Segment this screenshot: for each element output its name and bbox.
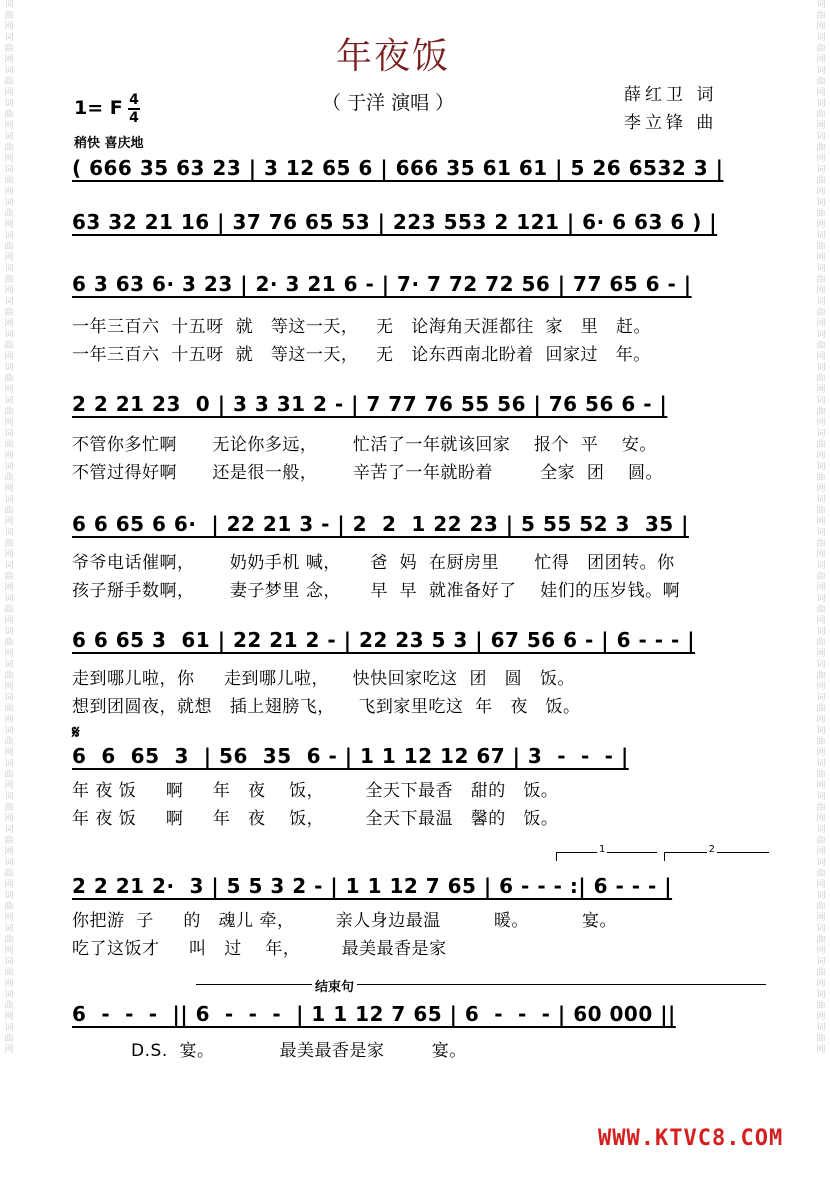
- tempo-marking: 稍快 喜庆地: [74, 136, 144, 151]
- watermark-glyph: 网: [4, 484, 14, 494]
- lyric-row-5-verse-2: 孩子掰手数啊， 妻子梦里 念， 早 早 就准备好了 娃们的压岁钱。啊: [72, 581, 681, 601]
- performer-credit: （ 于洋 演唱 ）: [322, 92, 455, 114]
- watermark-glyph: 曲: [816, 308, 826, 318]
- watermark-glyph: 网: [816, 682, 826, 692]
- watermark-glyph: 网: [4, 781, 14, 791]
- watermark-glyph: 曲: [816, 44, 826, 54]
- watermark-glyph: 曲: [4, 737, 14, 747]
- watermark-glyph: 网: [816, 748, 826, 758]
- watermark-glyph: 词: [816, 231, 826, 241]
- watermark-glyph: 曲: [816, 506, 826, 516]
- notation-row-8: 2 2 21 2· 3 | 5 5 3 2 - | 1 1 12 7 65 | 6 - - - :| 6 - - - |: [72, 874, 673, 898]
- watermark-glyph: 词: [4, 297, 14, 307]
- watermark-glyph: 曲: [816, 869, 826, 879]
- watermark-glyph: 曲: [4, 902, 14, 912]
- watermark-glyph: 词: [4, 165, 14, 175]
- watermark-glyph: 曲: [4, 11, 14, 21]
- watermark-glyph: 词: [4, 198, 14, 208]
- watermark-glyph: 曲: [4, 671, 14, 681]
- watermark-glyph: 曲: [4, 242, 14, 252]
- watermark-glyph: 曲: [816, 275, 826, 285]
- watermark-glyph: 网: [816, 55, 826, 65]
- watermark-glyph: 词: [4, 264, 14, 274]
- lyric-row-8-verse-2: 吃了这饭才 叫 过 年， 最美最香是家: [72, 939, 447, 959]
- watermark-glyph: 曲: [4, 209, 14, 219]
- watermark-glyph: 曲: [816, 143, 826, 153]
- watermark-glyph: 网: [816, 946, 826, 956]
- watermark-glyph: 曲: [4, 968, 14, 978]
- watermark-glyph: 词: [4, 627, 14, 637]
- watermark-glyph: 词: [4, 33, 14, 43]
- watermark-glyph: 词: [4, 759, 14, 769]
- watermark-glyph: 曲: [4, 275, 14, 285]
- notation-row-1: ( 666 35 63 23 | 3 12 65 6 | 666 35 61 61 | 5 26 6532 3 |: [72, 156, 724, 180]
- watermark-glyph: 网: [816, 550, 826, 560]
- watermark-glyph: 曲: [816, 209, 826, 219]
- watermark-glyph: 曲: [4, 935, 14, 945]
- watermark-glyph: 网: [816, 22, 826, 32]
- watermark-glyph: 曲: [4, 77, 14, 87]
- lyric-row-3-verse-1: 一年三百六 十五呀 就 等这一天， 无 论海角天涯都往 家 里 赶。: [72, 317, 651, 337]
- watermark-glyph: 网: [816, 913, 826, 923]
- lyric-row-7-verse-2: 年 夜 饭 啊 年 夜 饭， 全天下最温 馨的 饭。: [72, 809, 559, 829]
- watermark-glyph: 词: [816, 99, 826, 109]
- watermark-glyph: 曲: [4, 836, 14, 846]
- watermark-left: [2, 0, 16, 1177]
- watermark-glyph: 曲: [4, 638, 14, 648]
- watermark-glyph: 网: [816, 880, 826, 890]
- watermark-glyph: 网: [816, 1045, 826, 1055]
- first-ending-number: 1: [599, 844, 606, 855]
- watermark-glyph: 网: [4, 121, 14, 131]
- composer-credit: 李立锋 曲: [624, 113, 718, 133]
- watermark-glyph: 词: [4, 924, 14, 934]
- watermark-glyph: 曲: [816, 473, 826, 483]
- watermark-glyph: 曲: [816, 77, 826, 87]
- watermark-glyph: 网: [816, 220, 826, 230]
- watermark-glyph: 网: [4, 253, 14, 263]
- watermark-glyph: 网: [816, 88, 826, 98]
- watermark-glyph: 词: [816, 462, 826, 472]
- watermark-glyph: 词: [816, 693, 826, 703]
- watermark-glyph: 网: [816, 1012, 826, 1022]
- watermark-glyph: 曲: [4, 704, 14, 714]
- first-ending-bracket: [556, 844, 657, 861]
- watermark-glyph: 网: [4, 88, 14, 98]
- lyric-row-5-verse-1: 爷爷电话催啊， 奶奶手机 喊， 爸 妈 在厨房里 忙得 团团转。你: [72, 553, 675, 573]
- time-sig-bottom: 4: [129, 109, 139, 126]
- watermark-glyph: 词: [4, 660, 14, 670]
- watermark-glyph: 曲: [4, 374, 14, 384]
- watermark-glyph: 曲: [816, 737, 826, 747]
- watermark-glyph: 曲: [816, 638, 826, 648]
- watermark-glyph: 网: [816, 418, 826, 428]
- watermark-glyph: 网: [4, 649, 14, 659]
- watermark-glyph: 词: [816, 891, 826, 901]
- watermark-glyph: 网: [4, 319, 14, 329]
- watermark-glyph: 词: [4, 231, 14, 241]
- watermark-glyph: 网: [4, 517, 14, 527]
- segno-sign: 𝄋: [72, 722, 80, 743]
- key-signature: 1= F: [74, 97, 123, 119]
- second-ending-bracket: [664, 844, 769, 861]
- watermark-glyph: 网: [4, 814, 14, 824]
- watermark-glyph: 曲: [816, 770, 826, 780]
- watermark-glyph: 网: [816, 715, 826, 725]
- watermark-glyph: 曲: [4, 605, 14, 615]
- watermark-glyph: 网: [816, 781, 826, 791]
- watermark-glyph: 曲: [4, 176, 14, 186]
- notation-row-7: 6 6 65 3 | 56 35 6 - | 1 1 12 12 67 | 3 - - - |: [72, 744, 629, 768]
- watermark-glyph: 曲: [816, 374, 826, 384]
- watermark-glyph: 网: [4, 583, 14, 593]
- watermark-glyph: 曲: [4, 110, 14, 120]
- watermark-glyph: 词: [816, 1023, 826, 1033]
- watermark-glyph: 词: [816, 990, 826, 1000]
- watermark-glyph: 网: [816, 154, 826, 164]
- watermark-glyph: 曲: [4, 539, 14, 549]
- watermark-glyph: 网: [816, 517, 826, 527]
- watermark-glyph: 网: [816, 286, 826, 296]
- watermark-glyph: 词: [816, 792, 826, 802]
- watermark-glyph: 词: [816, 297, 826, 307]
- watermark-glyph: 词: [816, 495, 826, 505]
- watermark-glyph: 网: [4, 418, 14, 428]
- watermark-glyph: 曲: [816, 572, 826, 582]
- watermark-glyph: 词: [4, 495, 14, 505]
- lyric-row-7-verse-1: 年 夜 饭 啊 年 夜 饭， 全天下最香 甜的 饭。: [72, 781, 559, 801]
- watermark-glyph: 曲: [816, 836, 826, 846]
- watermark-glyph: 词: [4, 330, 14, 340]
- watermark-glyph: 词: [4, 990, 14, 1000]
- watermark-glyph: 网: [4, 682, 14, 692]
- watermark-glyph: 网: [816, 451, 826, 461]
- watermark-glyph: 曲: [4, 770, 14, 780]
- watermark-glyph: 网: [4, 550, 14, 560]
- watermark-glyph: 网: [816, 253, 826, 263]
- watermark-glyph: 曲: [4, 44, 14, 54]
- watermark-glyph: 词: [4, 0, 14, 10]
- watermark-glyph: 网: [816, 979, 826, 989]
- watermark-glyph: 曲: [4, 1034, 14, 1044]
- watermark-glyph: 词: [816, 66, 826, 76]
- watermark-glyph: 词: [816, 264, 826, 274]
- watermark-glyph: 词: [816, 0, 826, 10]
- watermark-glyph: 词: [816, 429, 826, 439]
- watermark-glyph: 网: [816, 385, 826, 395]
- notation-row-2: 63 32 21 16 | 37 76 65 53 | 223 553 2 121 | 6· 6 63 6 ) |: [72, 210, 718, 234]
- watermark-glyph: 网: [4, 154, 14, 164]
- time-signature: [128, 93, 140, 125]
- watermark-glyph: 曲: [816, 1034, 826, 1044]
- watermark-glyph: 网: [816, 121, 826, 131]
- watermark-glyph: 曲: [816, 440, 826, 450]
- watermark-glyph: 词: [4, 528, 14, 538]
- watermark-glyph: 网: [816, 847, 826, 857]
- watermark-glyph: 曲: [816, 968, 826, 978]
- watermark-glyph: 曲: [816, 176, 826, 186]
- watermark-glyph: 网: [4, 616, 14, 626]
- watermark-glyph: 网: [4, 22, 14, 32]
- watermark-glyph: 词: [816, 627, 826, 637]
- watermark-glyph: 曲: [816, 605, 826, 615]
- lyricist-credit: 薛红卫 词: [624, 85, 718, 105]
- watermark-glyph: 曲: [4, 869, 14, 879]
- lyric-row-3-verse-2: 一年三百六 十五呀 就 等这一天， 无 论东西南北盼着 回家过 年。: [72, 345, 651, 365]
- watermark-glyph: 网: [816, 352, 826, 362]
- watermark-glyph: 词: [4, 858, 14, 868]
- watermark-glyph: 曲: [816, 407, 826, 417]
- notation-row-6: 6 6 65 3 61 | 22 21 2 - | 22 23 5 3 | 67 56 6 - | 6 - - - |: [72, 628, 696, 652]
- notation-row-5: 6 6 65 6 6· | 22 21 3 - | 2 2 1 22 23 | 5 55 52 3 35 |: [72, 512, 689, 536]
- watermark-glyph: 词: [4, 396, 14, 406]
- lyric-row-9: D.S. 宴。 最美最香是家 宴。: [72, 1041, 467, 1061]
- watermark-glyph: 网: [4, 880, 14, 890]
- watermark-glyph: 曲: [4, 1001, 14, 1011]
- watermark-glyph: 网: [4, 979, 14, 989]
- watermark-glyph: 网: [816, 484, 826, 494]
- watermark-glyph: 词: [4, 594, 14, 604]
- watermark-glyph: 词: [4, 99, 14, 109]
- watermark-glyph: 词: [4, 462, 14, 472]
- watermark-glyph: 词: [816, 561, 826, 571]
- watermark-glyph: 网: [4, 715, 14, 725]
- lyric-row-6-verse-1: 走到哪儿啦，你 走到哪儿啦， 快快回家吃这 团 圆 饭。: [72, 669, 575, 689]
- watermark-glyph: 曲: [816, 242, 826, 252]
- watermark-glyph: 网: [4, 187, 14, 197]
- watermark-glyph: 词: [816, 132, 826, 142]
- watermark-glyph: 网: [4, 1045, 14, 1055]
- watermark-glyph: 词: [4, 66, 14, 76]
- watermark-glyph: 曲: [816, 1001, 826, 1011]
- lyric-row-4-verse-1: 不管你多忙啊 无论你多远， 忙活了一年就该回家 报个 平 安。: [72, 435, 657, 455]
- watermark-glyph: 网: [4, 913, 14, 923]
- watermark-glyph: 网: [4, 220, 14, 230]
- notation-row-4: 2 2 21 23 0 | 3 3 31 2 - | 7 77 76 55 56 | 76 56 6 - |: [72, 392, 668, 416]
- watermark-glyph: 曲: [816, 704, 826, 714]
- watermark-glyph: 网: [4, 286, 14, 296]
- watermark-right: [814, 0, 828, 1177]
- watermark-glyph: 词: [816, 825, 826, 835]
- watermark-glyph: 词: [816, 726, 826, 736]
- watermark-glyph: 网: [816, 814, 826, 824]
- watermark-glyph: 词: [816, 363, 826, 373]
- lyric-row-4-verse-2: 不管过得好啊 还是很一般， 辛苦了一年就盼着 全家 团 圆。: [72, 463, 663, 483]
- watermark-glyph: 网: [4, 946, 14, 956]
- watermark-glyph: 词: [816, 396, 826, 406]
- watermark-glyph: 词: [4, 825, 14, 835]
- watermark-glyph: 词: [816, 330, 826, 340]
- watermark-glyph: 曲: [4, 506, 14, 516]
- watermark-glyph: 网: [4, 748, 14, 758]
- lyric-row-6-verse-2: 想到团圆夜，就想 插上翅膀飞， 飞到家里吃这 年 夜 饭。: [72, 697, 581, 717]
- watermark-glyph: 曲: [816, 11, 826, 21]
- watermark-glyph: 网: [4, 55, 14, 65]
- watermark-glyph: 曲: [816, 902, 826, 912]
- watermark-glyph: 曲: [4, 341, 14, 351]
- watermark-glyph: 网: [4, 451, 14, 461]
- watermark-glyph: 曲: [4, 473, 14, 483]
- website-watermark: WWW.KTVC8.COM: [598, 1126, 784, 1151]
- watermark-glyph: 词: [816, 924, 826, 934]
- watermark-glyph: 词: [816, 594, 826, 604]
- watermark-glyph: 词: [4, 429, 14, 439]
- watermark-glyph: 词: [4, 957, 14, 967]
- watermark-glyph: 词: [816, 165, 826, 175]
- watermark-glyph: 曲: [816, 341, 826, 351]
- watermark-glyph: 词: [816, 528, 826, 538]
- watermark-glyph: 曲: [4, 308, 14, 318]
- watermark-glyph: 网: [816, 319, 826, 329]
- watermark-glyph: 词: [4, 363, 14, 373]
- second-ending-number: 2: [708, 844, 715, 855]
- watermark-glyph: 曲: [816, 671, 826, 681]
- watermark-glyph: 网: [4, 385, 14, 395]
- watermark-glyph: 曲: [4, 440, 14, 450]
- watermark-glyph: 词: [816, 660, 826, 670]
- watermark-glyph: 词: [4, 693, 14, 703]
- coda-bracket-line: [196, 984, 766, 985]
- watermark-glyph: 网: [816, 616, 826, 626]
- watermark-glyph: 网: [816, 649, 826, 659]
- watermark-glyph: 网: [4, 352, 14, 362]
- watermark-glyph: 曲: [816, 803, 826, 813]
- watermark-glyph: 词: [4, 891, 14, 901]
- watermark-glyph: 曲: [816, 539, 826, 549]
- coda-label: 结束句: [312, 976, 357, 995]
- watermark-glyph: 词: [4, 132, 14, 142]
- notation-row-3: 6 3 63 6· 3 23 | 2· 3 21 6 - | 7· 7 72 72 56 | 77 65 6 - |: [72, 272, 692, 296]
- watermark-glyph: 网: [816, 187, 826, 197]
- watermark-glyph: 曲: [4, 407, 14, 417]
- watermark-glyph: 网: [816, 583, 826, 593]
- watermark-glyph: 曲: [4, 143, 14, 153]
- watermark-glyph: 词: [816, 858, 826, 868]
- watermark-glyph: 词: [816, 33, 826, 43]
- lyric-row-8-verse-1: 你把游 子 的 魂儿 牵， 亲人身边最温 暖。 宴。: [72, 911, 618, 931]
- notation-row-9: 6 - - - || 6 - - - | 1 1 12 7 65 | 6 - - - | 60 000 ||: [72, 1002, 676, 1026]
- watermark-glyph: 词: [816, 957, 826, 967]
- watermark-glyph: 曲: [816, 110, 826, 120]
- song-title: 年夜饭: [335, 36, 450, 77]
- watermark-glyph: 曲: [4, 572, 14, 582]
- watermark-glyph: 网: [4, 1012, 14, 1022]
- watermark-glyph: 曲: [816, 935, 826, 945]
- time-sig-top: 4: [129, 92, 139, 108]
- watermark-glyph: 词: [4, 1023, 14, 1033]
- watermark-glyph: 词: [4, 792, 14, 802]
- watermark-glyph: 词: [4, 561, 14, 571]
- watermark-glyph: 词: [4, 726, 14, 736]
- watermark-glyph: 词: [816, 759, 826, 769]
- watermark-glyph: 网: [4, 847, 14, 857]
- watermark-glyph: 词: [816, 198, 826, 208]
- watermark-glyph: 曲: [4, 803, 14, 813]
